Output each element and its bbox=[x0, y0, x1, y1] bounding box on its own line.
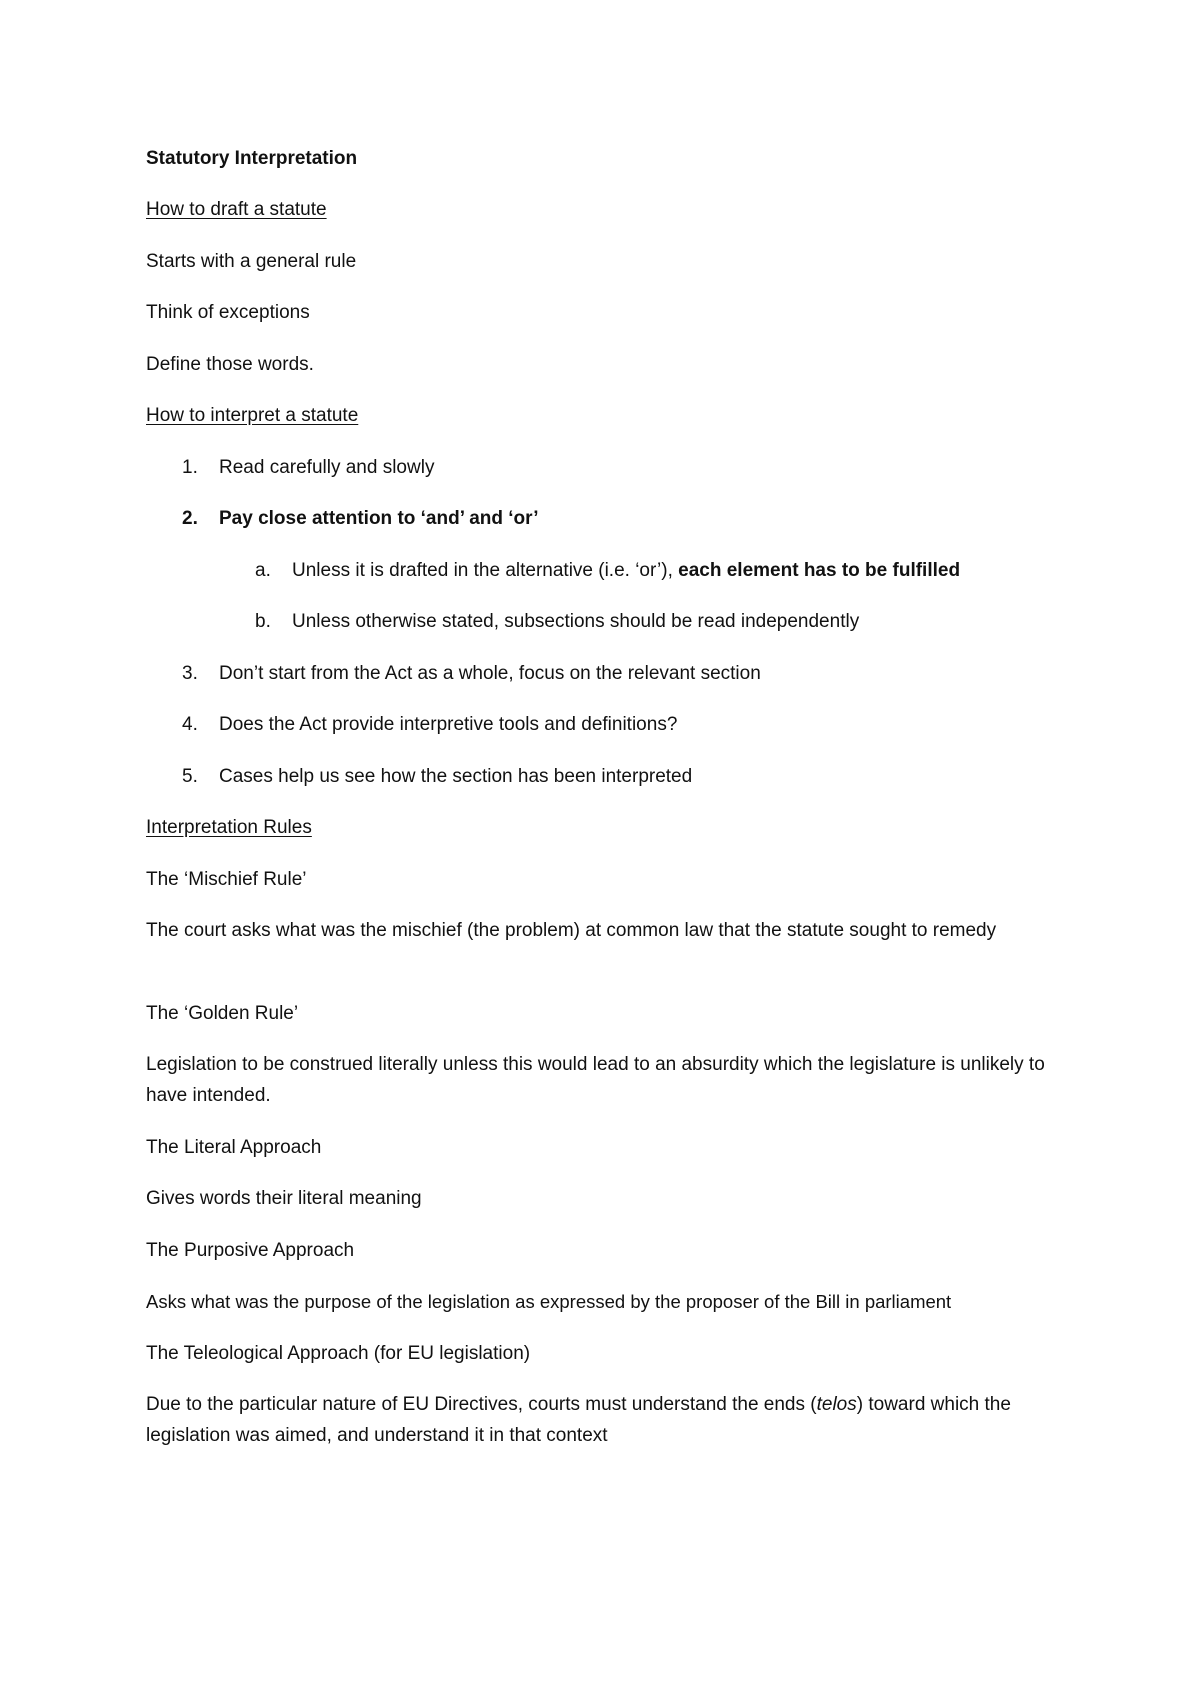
heading-interpret: How to interpret a statute bbox=[146, 405, 359, 426]
list-number: 2. bbox=[182, 508, 198, 529]
list-text: Pay close attention to ‘and’ and ‘or’ bbox=[219, 508, 539, 529]
sub-text: Unless otherwise stated, subsections should be read independently bbox=[292, 611, 860, 632]
mischief-title: The ‘Mischief Rule’ bbox=[146, 869, 307, 890]
draft-line-1: Starts with a general rule bbox=[146, 251, 357, 272]
mischief-body: The court asks what was the mischief (the problem) at common law that the statute sought to remedy bbox=[146, 920, 997, 941]
golden-title: The ‘Golden Rule’ bbox=[146, 1003, 299, 1024]
sub-text-plain: Unless it is drafted in the alternative (i.e. ‘or’), bbox=[292, 560, 679, 581]
purposive-body: Asks what was the purpose of the legislation as expressed by the proposer of the Bill in parliament bbox=[146, 1291, 952, 1312]
sub-item-b bbox=[146, 606, 1066, 637]
heading-rules: Interpretation Rules bbox=[146, 817, 312, 838]
teleological-title: The Teleological Approach (for EU legislation) bbox=[146, 1343, 531, 1364]
list-text: Don’t start from the Act as a whole, focus on the relevant section bbox=[219, 663, 761, 684]
teleological-body bbox=[146, 1389, 1066, 1451]
list-number: 3. bbox=[182, 663, 198, 684]
golden-body: Legislation to be construed literally unless this would lead to an absurdity which the legislature is unlikely to have intended. bbox=[146, 1054, 1045, 1106]
list-item-5 bbox=[146, 761, 1066, 792]
heading-draft: How to draft a statute bbox=[146, 199, 327, 220]
sub-text-bold: each element has to be fulfilled bbox=[678, 560, 961, 581]
sub-text bbox=[292, 555, 960, 586]
list-text: Read carefully and slowly bbox=[219, 457, 435, 478]
sub-item-a bbox=[146, 555, 1066, 586]
teleological-body-part-2: ) toward which the legislation was aimed, and understand it in that context bbox=[146, 1394, 1011, 1446]
sub-letter: b. bbox=[255, 611, 271, 632]
teleological-body-italic: telos bbox=[816, 1394, 857, 1415]
list-number: 4. bbox=[182, 714, 198, 735]
list-item-3 bbox=[146, 658, 1066, 689]
list-text: Does the Act provide interpretive tools and definitions? bbox=[219, 714, 678, 735]
list-item-4 bbox=[146, 709, 1066, 740]
purposive-title: The Purposive Approach bbox=[146, 1240, 355, 1261]
teleological-body-part-1: Due to the particular nature of EU Directives, courts must understand the ends ( bbox=[146, 1394, 817, 1415]
list-text: Cases help us see how the section has been interpreted bbox=[219, 766, 693, 787]
sub-letter: a. bbox=[255, 560, 271, 581]
literal-title: The Literal Approach bbox=[146, 1137, 322, 1158]
list-item-1 bbox=[146, 452, 1066, 483]
list-number: 1. bbox=[182, 457, 198, 478]
draft-line-3: Define those words. bbox=[146, 354, 314, 375]
document-title: Statutory Interpretation bbox=[146, 148, 358, 169]
draft-line-2: Think of exceptions bbox=[146, 302, 310, 323]
list-number: 5. bbox=[182, 766, 198, 787]
list-item-2 bbox=[146, 503, 1066, 534]
literal-body: Gives words their literal meaning bbox=[146, 1188, 422, 1209]
